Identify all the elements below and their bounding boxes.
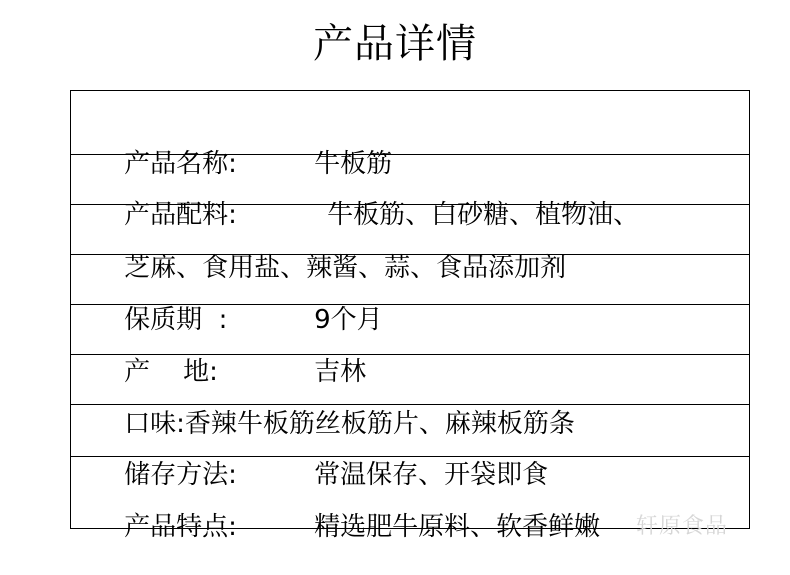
brand-watermark: 轩原食品	[636, 514, 729, 539]
row-label: 产 地:	[124, 357, 218, 387]
page-title: 产品详情	[313, 21, 477, 67]
row-value: 吉林	[314, 357, 367, 387]
row-label: 产品特点:	[124, 512, 237, 542]
row-label: 储存方法:	[124, 460, 237, 490]
row-line-text: 芝麻、食用盐、辣酱、蒜、食品添加剂	[124, 253, 567, 283]
row-value: 常温保存、开袋即食	[314, 460, 549, 490]
row-features	[91, 479, 600, 575]
row-label: 产品配料:	[124, 200, 237, 230]
row-value: 牛板筋	[314, 149, 393, 179]
row-value: 牛板筋、白砂糖、植物油、	[327, 200, 640, 230]
row-label: 保质期 :	[124, 305, 228, 335]
row-line-text: 口味:香辣牛板筋丝板筋片、麻辣板筋条	[124, 409, 575, 439]
row-value: 9个月	[314, 305, 383, 335]
row-label: 产品名称:	[124, 149, 237, 179]
product-details-table	[70, 90, 750, 542]
row-value: 精选肥牛原料、软香鲜嫩	[314, 512, 601, 542]
